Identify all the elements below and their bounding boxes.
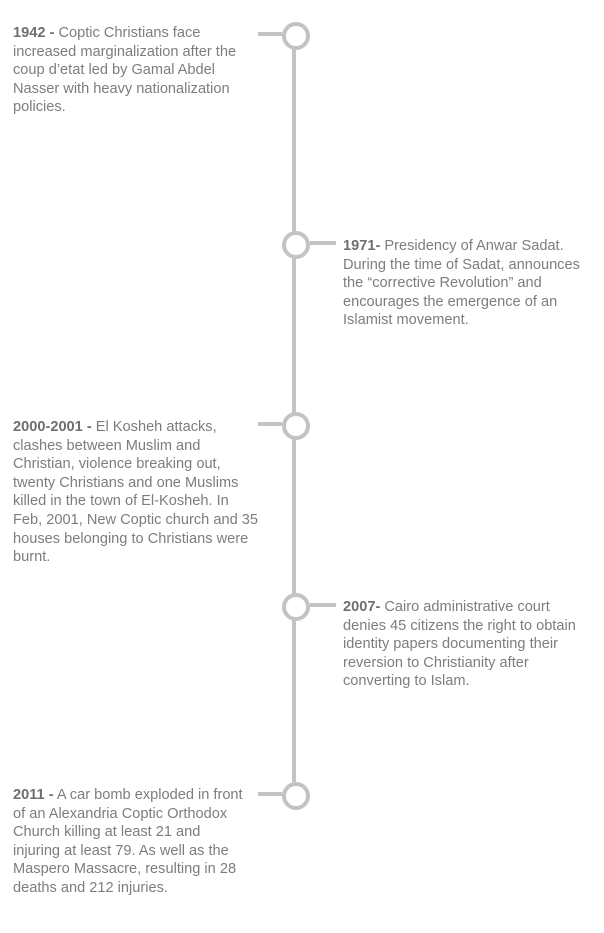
connector-2011 xyxy=(258,792,282,796)
connector-2000-2001 xyxy=(258,422,282,426)
event-2011 xyxy=(13,786,248,898)
timeline-node-2007 xyxy=(282,593,310,621)
connector-2007 xyxy=(310,603,336,607)
event-text: A car bomb exploded in front of an Alexandria Coptic Orthodox Church killing at least 21 and injuring at least 79. As well as the Maspero Massacre, resulting in 28 deaths and 212 injuries. xyxy=(13,787,243,896)
event-2000-2001 xyxy=(13,418,258,567)
timeline-node-2000-2001 xyxy=(282,412,310,440)
event-year: 2011 - xyxy=(13,787,54,803)
event-year: 1942 - xyxy=(13,25,55,41)
event-text: El Kosheh attacks, clashes between Muslim and Christian, violence breaking out, twenty Christians and one Muslims killed in the town of El-Kosheh. In Feb, 2001, New Coptic church and 35 houses belonging to Christians were burnt. xyxy=(13,419,258,566)
event-year: 2000-2001 - xyxy=(13,419,92,435)
timeline-node-2011 xyxy=(282,782,310,810)
timeline-node-1971 xyxy=(282,231,310,259)
event-1971 xyxy=(343,237,583,330)
event-text: Coptic Christians face increased marginalization after the coup d’etat led by Gamal Abdel Nasser with heavy nationalization policies. xyxy=(13,25,237,116)
event-text: Presidency of Anwar Sadat. During the time of Sadat, announces the “corrective Revolution” and encourages the emergence of an Islamist movement. xyxy=(343,238,580,329)
connector-1971 xyxy=(310,241,336,245)
timeline-node-1942 xyxy=(282,22,310,50)
event-1942 xyxy=(13,24,258,117)
event-year: 1971- xyxy=(343,238,381,254)
connector-1942 xyxy=(258,32,282,36)
event-2007 xyxy=(343,598,593,691)
event-year: 2007- xyxy=(343,599,381,615)
event-text: Cairo administrative court denies 45 citizens the right to obtain identity papers documenting their reversion to Christianity after converting to Islam. xyxy=(343,599,576,690)
